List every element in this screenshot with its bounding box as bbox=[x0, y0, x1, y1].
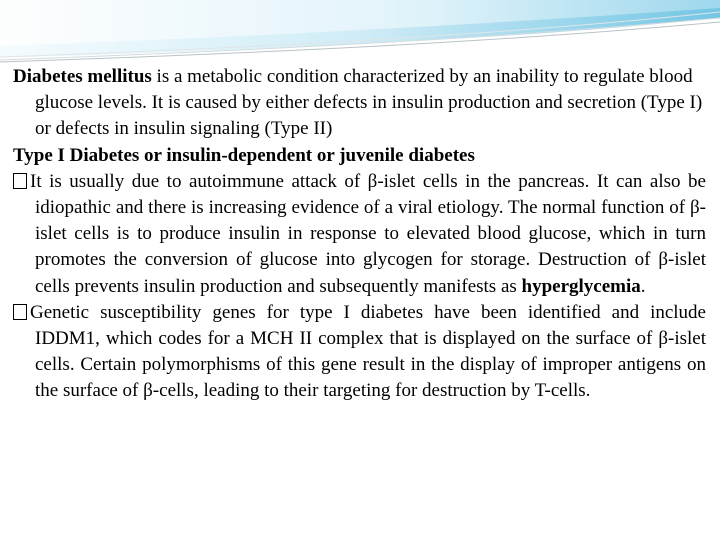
header-wave-decoration bbox=[0, 0, 720, 70]
missing-glyph-icon bbox=[13, 173, 27, 189]
bullet1-text: It is usually due to autoimmune attack of β-islet cells in the pancreas. It can also be idiopathic and there is increasing evidence of a viral etiology. The normal function of β-islet cells is to produce insulin in response to elevated blood glucose, which in turn promotes the conversion of glucose into glycogen for storage. Destruction of β-islet cells prevents insulin production and subsequently manifests as bbox=[30, 170, 706, 297]
missing-glyph-icon bbox=[13, 304, 27, 320]
slide-body bbox=[0, 64, 706, 405]
intro-paragraph bbox=[0, 64, 706, 143]
bullet-paragraph-2 bbox=[0, 300, 706, 405]
section-heading bbox=[0, 143, 706, 169]
term-diabetes-mellitus: Diabetes mellitus bbox=[13, 66, 152, 87]
bullet2-text: Genetic susceptibility genes for type I diabetes have been identified and include IDDM1, which codes for a MCH II complex that is displayed on the surface of β-islet cells. Certain polymorphisms of this gene result in the display of improper antigens on the surface of β-cells, leading to their targeting for destruction by T-cells. bbox=[30, 301, 706, 402]
bullet-paragraph-1 bbox=[0, 169, 706, 300]
term-hyperglycemia: hyperglycemia bbox=[521, 275, 641, 297]
heading-text: Type I Diabetes or insulin-dependent or juvenile diabetes bbox=[13, 144, 475, 166]
intro-text: is a metabolic condition characterized by an inability to regulate blood glucose levels. It is caused by either defects in insulin production and secretion (Type I) or defects in insulin signaling (Type II) bbox=[35, 66, 703, 140]
bullet1-end: . bbox=[640, 275, 646, 297]
